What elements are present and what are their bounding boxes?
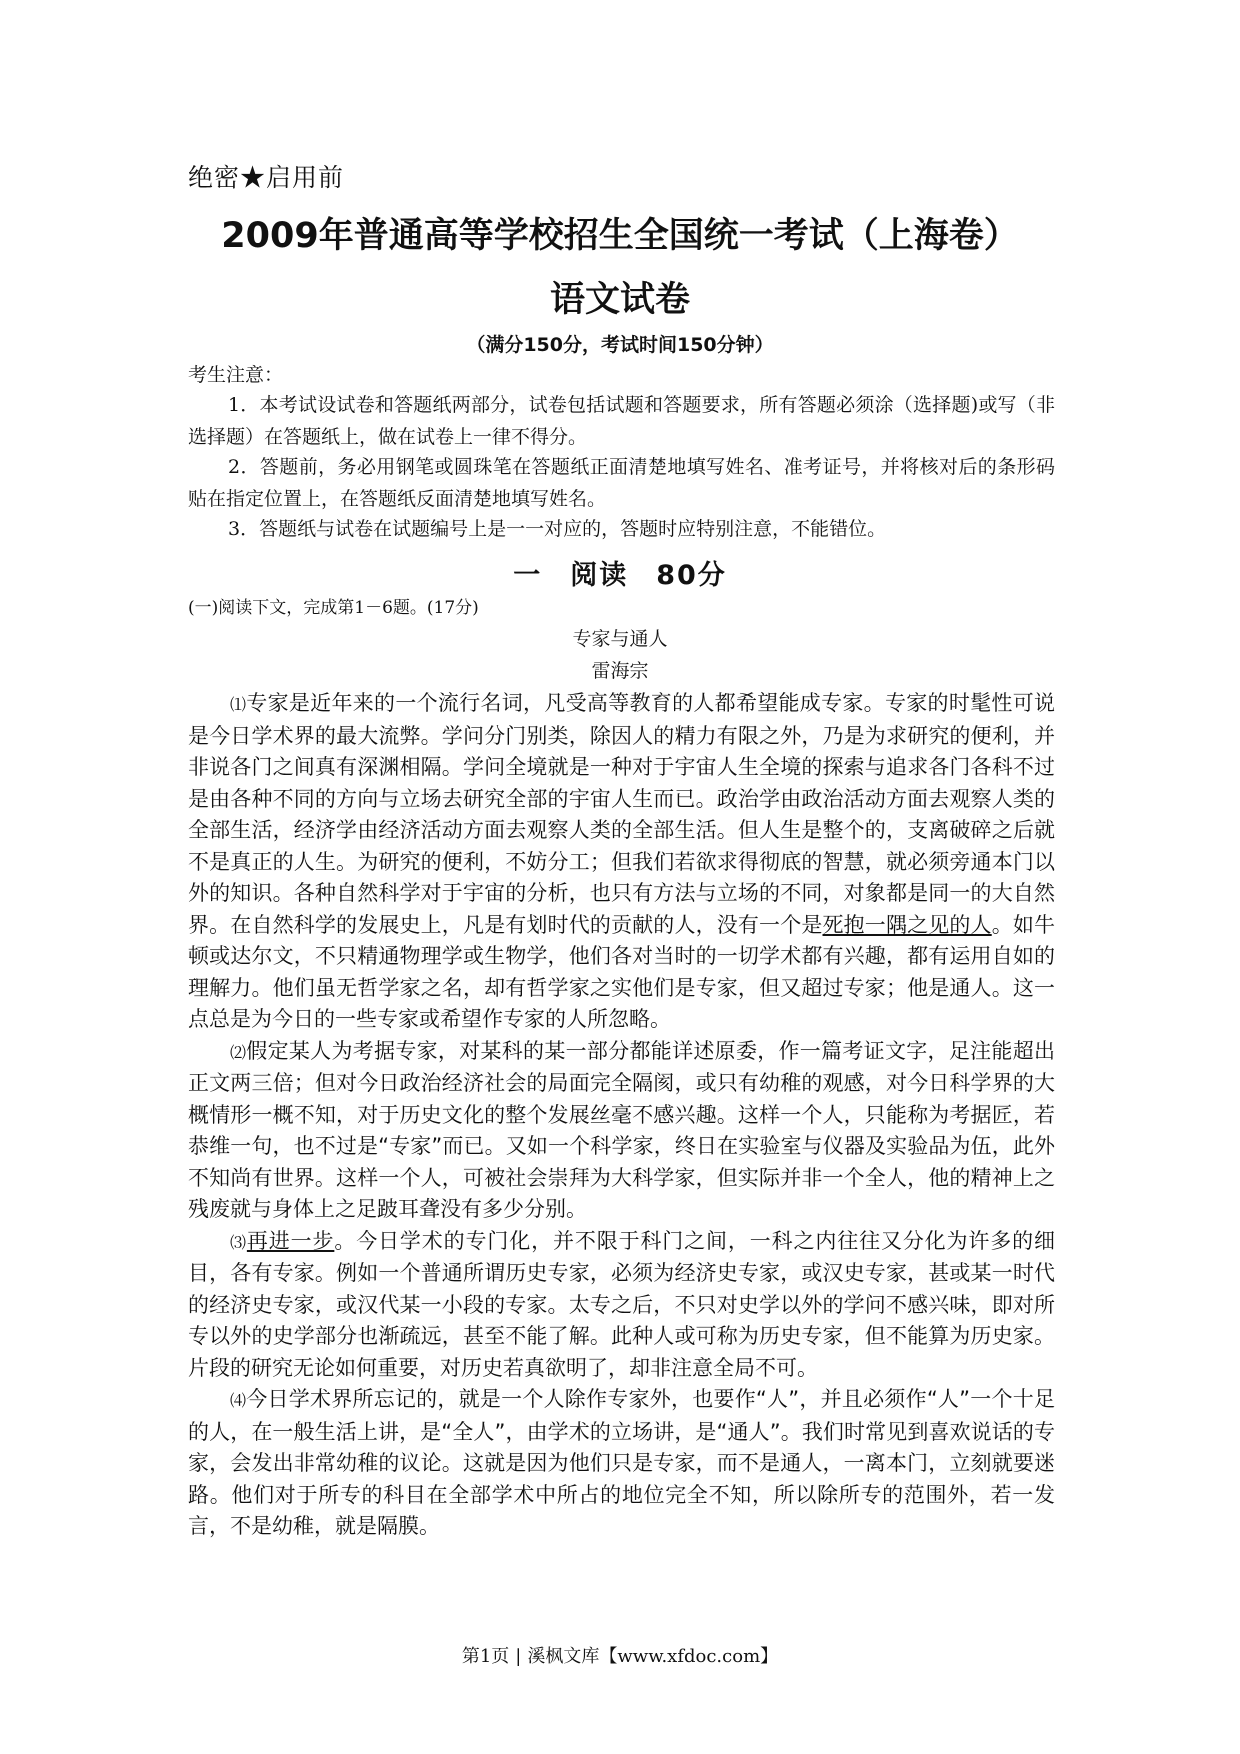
full-mark-note: （满分150分，考试时间150分钟） [466, 334, 774, 356]
paragraph-text: 假定某人为考据专家，对某科的某一部分都能详述原委，作一篇考证文字，足注能超出正文两三倍；但对今日政治经济社会的局面完全隔阂，或只有幼稚的观感，对今日科学界的大概情形一概不知，对于历史文化的整个发展丝毫不感兴趣。这样一个人，只能称为考据匠，若恭维一句，也不过是“专家”而已。又如一个科学家，终日在实验室与仪器及实验品为伍，此外不知尚有世界。这样一个人，可被社会崇拜为大科学家，但实际并非一个全人，他的精神上之残废就与身体上之足跛耳聋没有多少分别。 [188, 1038, 1055, 1221]
subsection-instruction: (一)阅读下文，完成第1－6题。(17分) [188, 598, 479, 618]
section-number: 一 [513, 560, 543, 591]
page-footer [0, 1642, 1240, 1668]
section-heading [0, 553, 1240, 592]
paragraph-3 [188, 1226, 1055, 1385]
paragraph-number: ⑵ [230, 1042, 247, 1062]
paragraph-number: ⑴ [230, 695, 247, 714]
confidential-label: 绝密★启用前 [188, 163, 345, 192]
paragraph-1 [188, 688, 1055, 1036]
paragraph-text: 。今日学术的专门化，并不限于科门之间，一科之内往往又分化为许多的细目，各有专家。例如一个普通所谓历史专家，必须为经济史专家，或汉史专家，甚或某一时代的经济史专家，或汉代某一小段的专家。太专之后，不只对史学以外的学问不感兴味，即对所专以外的史学部分也渐疏远，甚至不能了解。此种人或可称为历史专家，但不能算为历史家。片段的研究无论如何重要，对历史若真欲明了，却非注意全局不可。 [188, 1228, 1056, 1380]
page-number: 第1页 [461, 1646, 510, 1667]
notice-item-2: 2．答题前，务必用钢笔或圆珠笔在答题纸正面清楚地填写姓名、准考证号，并将核对后的条形码贴在指定位置上，在答题纸反面清楚地填写姓名。 [188, 456, 1055, 510]
underlined-phrase: 再进一步 [246, 1228, 335, 1253]
paragraph-number: ⑶ [230, 1232, 247, 1252]
footer-source: 溪枫文库【www.xfdoc.com】 [527, 1646, 779, 1667]
paragraph-text: 。如牛顿或达尔文，不只精通物理学或生物学，他们各对当时的一切学术都有兴趣，都有运用自如的理解力。他们虽无哲学家之名，却有哲学家之实他们是专家，但又超过专家；他是通人。这一点总是为今日的一些专家或希望作专家的人所忽略。 [188, 912, 1056, 1031]
article-title: 专家与通人 [572, 628, 668, 650]
paragraph-2 [188, 1036, 1055, 1226]
notice-item-1: 1．本考试设试卷和答题纸两部分，试卷包括试题和答题要求，所有答题必须涂（选择题)或写（非选择题）在答题纸上，做在试卷上一律不得分。 [188, 394, 1055, 448]
notice-item-3: 3．答题纸与试卷在试题编号上是一一对应的，答题时应特别注意，不能错位。 [228, 518, 887, 540]
paragraph-text: 今日学术界所忘记的，就是一个人除作专家外，也要作“人”，并且必须作“人”一个十足的人，在一般生活上讲，是“全人”，由学术的立场讲，是“通人”。我们时常见到喜欢说话的专家，会发出非常幼稚的议论。这就是因为他们只是专家，而不是通人，一离本门，立刻就要迷路。他们对于所专的科目在全部学术中所占的地位完全不知，所以除所专的范围外，若一发言，不是幼稚，就是隔膜。 [188, 1387, 1055, 1538]
exam-title: 2009年普通高等学校招生全国统一考试（上海卷） [221, 216, 1019, 256]
paragraph-4 [188, 1384, 1055, 1543]
article-body [188, 688, 1055, 1543]
underlined-phrase: 死抱一隅之见的人 [822, 912, 992, 937]
section-score: 80分 [656, 560, 727, 591]
paragraph-text: 专家是近年来的一个流行名词，凡受高等教育的人都希望能成专家。专家的时髦性可说是今日学术界的最大流弊。学问分门别类，除因人的精力有限之外，乃是为求研究的便利，并非说各门之间真有深渊相隔。学问全境就是一种对于宇宙人生全境的探索与追求各门各科不过是由各种不同的方向与立场去研究全部的宇宙人生而已。政治学由政治活动方面去观察人类的全部生活，经济学由经济活动方面去观察人类的全部生活。但人生是整个的，支离破碎之后就不是真正的人生。为研究的便利，不妨分工；但我们若欲求得彻底的智慧，就必须旁通本门以外的知识。各种自然科学对于宇宙的分析，也只有方法与立场的不同，对象都是同一的大自然界。在自然科学的发展史上，凡是有划时代的贡献的人，没有一个是 [188, 691, 1055, 937]
exam-subtitle: 语文试卷 [549, 280, 690, 320]
footer-separator: | [515, 1646, 522, 1667]
paragraph-number: ⑷ [230, 1391, 247, 1410]
notice-heading: 考生注意： [188, 364, 284, 386]
article-author: 雷海宗 [591, 660, 649, 682]
section-name: 阅读 [570, 560, 629, 591]
